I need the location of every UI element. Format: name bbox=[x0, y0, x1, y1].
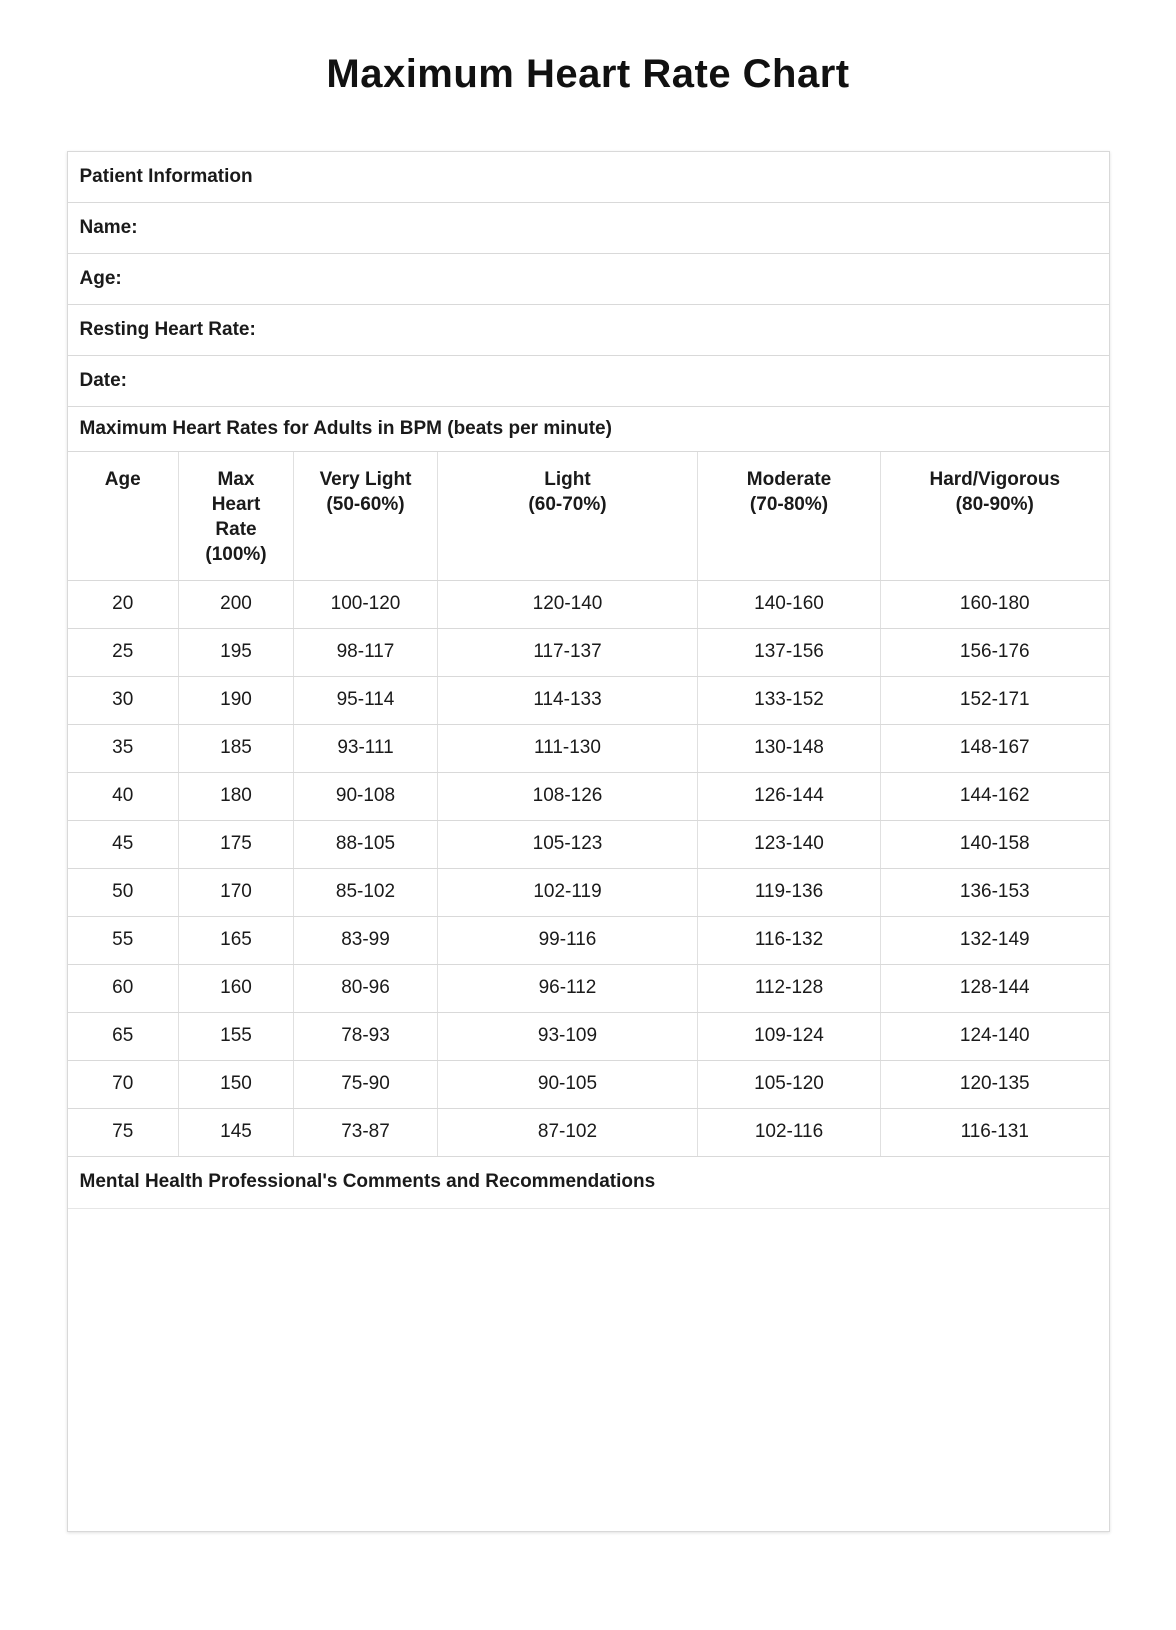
hr-table-cell: 111-130 bbox=[438, 724, 698, 772]
hr-table-cell: 137-156 bbox=[698, 628, 881, 676]
hr-table-row bbox=[68, 964, 1109, 1012]
hr-table-cell: 116-131 bbox=[881, 1108, 1109, 1156]
hr-table-cell: 25 bbox=[68, 628, 179, 676]
hr-table-cell: 126-144 bbox=[698, 772, 881, 820]
hr-table-cell: 90-105 bbox=[438, 1060, 698, 1108]
age-field-value[interactable] bbox=[122, 254, 1109, 304]
field-row-resting-heart-rate bbox=[68, 305, 1109, 356]
hr-table-cell: 112-128 bbox=[698, 964, 881, 1012]
name-field-label: Name: bbox=[79, 217, 138, 238]
hr-table-row bbox=[68, 676, 1109, 724]
hr-table-cell: 60 bbox=[68, 964, 179, 1012]
hr-table-cell: 109-124 bbox=[698, 1012, 881, 1060]
hr-table-cell: 114-133 bbox=[438, 676, 698, 724]
resting-heart-rate-field-label: Resting Heart Rate: bbox=[79, 319, 256, 340]
hr-table-cell: 165 bbox=[179, 916, 294, 964]
hr-table-cell: 45 bbox=[68, 820, 179, 868]
hr-table-row bbox=[68, 1012, 1109, 1060]
hr-table-cell: 93-111 bbox=[294, 724, 438, 772]
hr-table-cell: 185 bbox=[179, 724, 294, 772]
hr-table-cell: 78-93 bbox=[294, 1012, 438, 1060]
hr-table-cell: 102-119 bbox=[438, 868, 698, 916]
hr-table-cell: 83-99 bbox=[294, 916, 438, 964]
hr-table-cell: 85-102 bbox=[294, 868, 438, 916]
patient-info-section-header bbox=[68, 152, 1109, 203]
field-row-age bbox=[68, 254, 1109, 305]
comments-section-title: Mental Health Professional's Comments and Recommendations bbox=[79, 1171, 656, 1192]
field-row-date bbox=[68, 356, 1109, 407]
hr-table-cell: 75 bbox=[68, 1108, 179, 1156]
hr-table-cell: 160-180 bbox=[881, 580, 1109, 628]
hr-table-cell: 119-136 bbox=[698, 868, 881, 916]
hr-table-cell: 88-105 bbox=[294, 820, 438, 868]
table-section-header bbox=[68, 407, 1109, 452]
hr-table-cell: 20 bbox=[68, 580, 179, 628]
hr-table-cell: 160 bbox=[179, 964, 294, 1012]
date-field-label: Date: bbox=[79, 370, 128, 391]
hr-table-cell: 140-158 bbox=[881, 820, 1109, 868]
hr-table-cell: 117-137 bbox=[438, 628, 698, 676]
hr-table-row bbox=[68, 1108, 1109, 1156]
hr-table-row bbox=[68, 772, 1109, 820]
hr-table-cell: 105-120 bbox=[698, 1060, 881, 1108]
hr-table-cell: 80-96 bbox=[294, 964, 438, 1012]
hr-table-cell: 96-112 bbox=[438, 964, 698, 1012]
hr-table-cell: 102-116 bbox=[698, 1108, 881, 1156]
hr-table-cell: 70 bbox=[68, 1060, 179, 1108]
page-title: Maximum Heart Rate Chart bbox=[326, 52, 850, 96]
hr-table-cell: 55 bbox=[68, 916, 179, 964]
hr-table-body bbox=[68, 580, 1109, 1156]
hr-table-cell: 65 bbox=[68, 1012, 179, 1060]
hr-table-cell: 35 bbox=[68, 724, 179, 772]
hr-table-cell: 144-162 bbox=[881, 772, 1109, 820]
hr-table-cell: 40 bbox=[68, 772, 179, 820]
comments-area[interactable] bbox=[68, 1209, 1109, 1531]
name-field-value[interactable] bbox=[138, 203, 1109, 253]
hr-table-cell: 195 bbox=[179, 628, 294, 676]
hr-table-cell: 155 bbox=[179, 1012, 294, 1060]
hr-table-cell: 150 bbox=[179, 1060, 294, 1108]
hr-table-cell: 87-102 bbox=[438, 1108, 698, 1156]
hr-table-cell: 136-153 bbox=[881, 868, 1109, 916]
hr-table-cell: 75-90 bbox=[294, 1060, 438, 1108]
hr-table-header-row bbox=[68, 452, 1109, 580]
hr-table-cell: 116-132 bbox=[698, 916, 881, 964]
hr-table-cell: 108-126 bbox=[438, 772, 698, 820]
hr-table-cell: 152-171 bbox=[881, 676, 1109, 724]
hr-column-header: Max Heart Rate (100%) bbox=[179, 452, 294, 580]
hr-table-cell: 128-144 bbox=[881, 964, 1109, 1012]
comments-section-header bbox=[68, 1157, 1109, 1209]
hr-table-cell: 73-87 bbox=[294, 1108, 438, 1156]
hr-table-cell: 124-140 bbox=[881, 1012, 1109, 1060]
hr-column-header: Very Light (50-60%) bbox=[294, 452, 438, 580]
hr-table-cell: 30 bbox=[68, 676, 179, 724]
hr-table-cell: 93-109 bbox=[438, 1012, 698, 1060]
hr-table-cell: 190 bbox=[179, 676, 294, 724]
hr-table-cell: 105-123 bbox=[438, 820, 698, 868]
hr-table-cell: 200 bbox=[179, 580, 294, 628]
hr-table-cell: 123-140 bbox=[698, 820, 881, 868]
hr-table-cell: 98-117 bbox=[294, 628, 438, 676]
table-section-title: Maximum Heart Rates for Adults in BPM (beats per minute) bbox=[79, 418, 612, 439]
hr-table-row bbox=[68, 916, 1109, 964]
date-field-value[interactable] bbox=[127, 356, 1108, 406]
heart-rate-table bbox=[68, 452, 1109, 1157]
hr-table-cell: 175 bbox=[179, 820, 294, 868]
field-row-name bbox=[68, 203, 1109, 254]
patient-info-section-title: Patient Information bbox=[79, 166, 253, 187]
hr-table-row bbox=[68, 580, 1109, 628]
resting-heart-rate-field-value[interactable] bbox=[256, 305, 1109, 355]
hr-table-row bbox=[68, 868, 1109, 916]
hr-table-cell: 120-135 bbox=[881, 1060, 1109, 1108]
form-container bbox=[67, 151, 1110, 1532]
hr-table-cell: 90-108 bbox=[294, 772, 438, 820]
hr-table-cell: 148-167 bbox=[881, 724, 1109, 772]
hr-table-row bbox=[68, 628, 1109, 676]
hr-table-cell: 145 bbox=[179, 1108, 294, 1156]
hr-table-cell: 50 bbox=[68, 868, 179, 916]
hr-table-row bbox=[68, 1060, 1109, 1108]
hr-column-header: Hard/Vigorous (80-90%) bbox=[881, 452, 1109, 580]
hr-table-row bbox=[68, 724, 1109, 772]
hr-table-cell: 170 bbox=[179, 868, 294, 916]
hr-table-cell: 95-114 bbox=[294, 676, 438, 724]
age-field-label: Age: bbox=[79, 268, 122, 289]
hr-table-row bbox=[68, 820, 1109, 868]
hr-table-cell: 132-149 bbox=[881, 916, 1109, 964]
hr-table-cell: 100-120 bbox=[294, 580, 438, 628]
hr-table-cell: 140-160 bbox=[698, 580, 881, 628]
hr-column-header: Moderate (70-80%) bbox=[698, 452, 881, 580]
hr-table-cell: 156-176 bbox=[881, 628, 1109, 676]
hr-table-cell: 99-116 bbox=[438, 916, 698, 964]
hr-table-cell: 133-152 bbox=[698, 676, 881, 724]
hr-column-header: Light (60-70%) bbox=[438, 452, 698, 580]
hr-column-header: Age bbox=[68, 452, 179, 580]
hr-table-cell: 180 bbox=[179, 772, 294, 820]
hr-table-cell: 130-148 bbox=[698, 724, 881, 772]
hr-table-cell: 120-140 bbox=[438, 580, 698, 628]
